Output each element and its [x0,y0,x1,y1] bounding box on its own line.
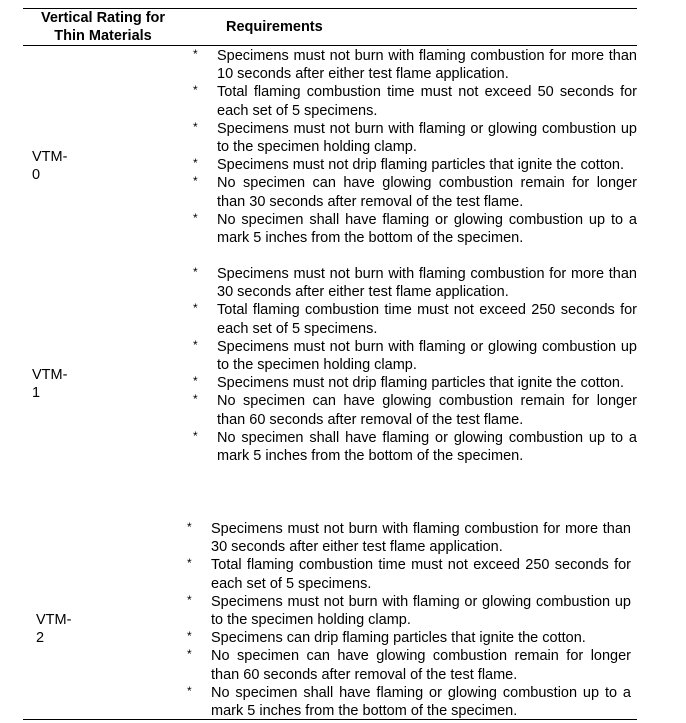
bullet-star: * [193,265,198,279]
header-bottom-rule [23,45,637,46]
bullet-star: * [193,156,198,171]
bullet-star: * [193,47,198,61]
bullet-star: * [193,210,198,225]
list-item: * Specimens must not drip flaming particles that ignite the cotton. [193,374,625,392]
list-item: * Specimens must not burn with flaming or glowing combustion up to the specimen holding clamp. [193,337,637,374]
requirements-list [193,265,637,465]
list-item: * No specimen shall have flaming or glowing combustion up to a mark 5 inches from the bottom of the specimen. [187,683,631,720]
list-item: * Total flaming combustion time must not exceed 50 seconds for each set of 5 specimens. [193,83,637,119]
bullet-star: * [187,520,192,534]
list-item: * Total flaming combustion time must not exceed 250 seconds for each set of 5 specimens. [193,301,637,337]
list-item: * No specimen shall have flaming or glowing combustion up to a mark 5 inches from the bottom of the specimen. [193,428,637,465]
rating-label: VTM-2 [36,612,72,646]
bullet-star: * [187,683,192,698]
requirements-list [187,520,631,720]
list-item: * No specimen shall have flaming or glowing combustion up to a mark 5 inches from the bottom of the specimen. [193,210,637,247]
bullet-star: * [193,174,198,189]
list-item: * Specimens must not burn with flaming or glowing combustion up to the specimen holding clamp. [193,119,637,156]
list-item: * No specimen can have glowing combustion remain for longer than 60 seconds after removal of the test flame. [187,647,631,683]
bullet-star: * [193,119,198,134]
bullet-star: * [187,647,192,662]
list-item: * Specimens can drip flaming particles that ignite the cotton. [187,629,586,647]
list-item: * Total flaming combustion time must not exceed 250 seconds for each set of 5 specimens. [187,556,631,592]
list-item: * Specimens must not burn with flaming or glowing combustion up to the specimen holding clamp. [187,592,631,629]
list-item: * Specimens must not burn with flaming combustion for more than 30 seconds after either test flame application. [193,265,637,301]
rating-label: VTM-0 [32,149,68,183]
list-item: * No specimen can have glowing combustion remain for longer than 30 seconds after removal of the test flame. [193,174,637,210]
bullet-star: * [193,374,198,389]
requirements-column-header: Requirements [226,19,323,35]
bullet-star: * [193,392,198,407]
bullet-star: * [193,428,198,443]
rating-label: VTM-1 [32,367,68,401]
list-item: * Specimens must not burn with flaming combustion for more than 30 seconds after either test flame application. [187,520,631,556]
requirements-list [193,47,637,247]
bullet-star: * [187,556,192,571]
list-item: * No specimen can have glowing combustion remain for longer than 60 seconds after removal of the test flame. [193,392,637,428]
bullet-star: * [193,301,198,316]
rating-column-header: Vertical Rating for Thin Materials [40,10,166,44]
bullet-star: * [187,592,192,607]
bullet-star: * [193,337,198,352]
bullet-star: * [187,629,192,644]
list-item: * Specimens must not drip flaming particles that ignite the cotton. [193,156,625,174]
list-item: * Specimens must not burn with flaming combustion for more than 10 seconds after either test flame application. [193,47,637,83]
bullet-star: * [193,83,198,98]
table-bottom-rule [23,719,637,720]
